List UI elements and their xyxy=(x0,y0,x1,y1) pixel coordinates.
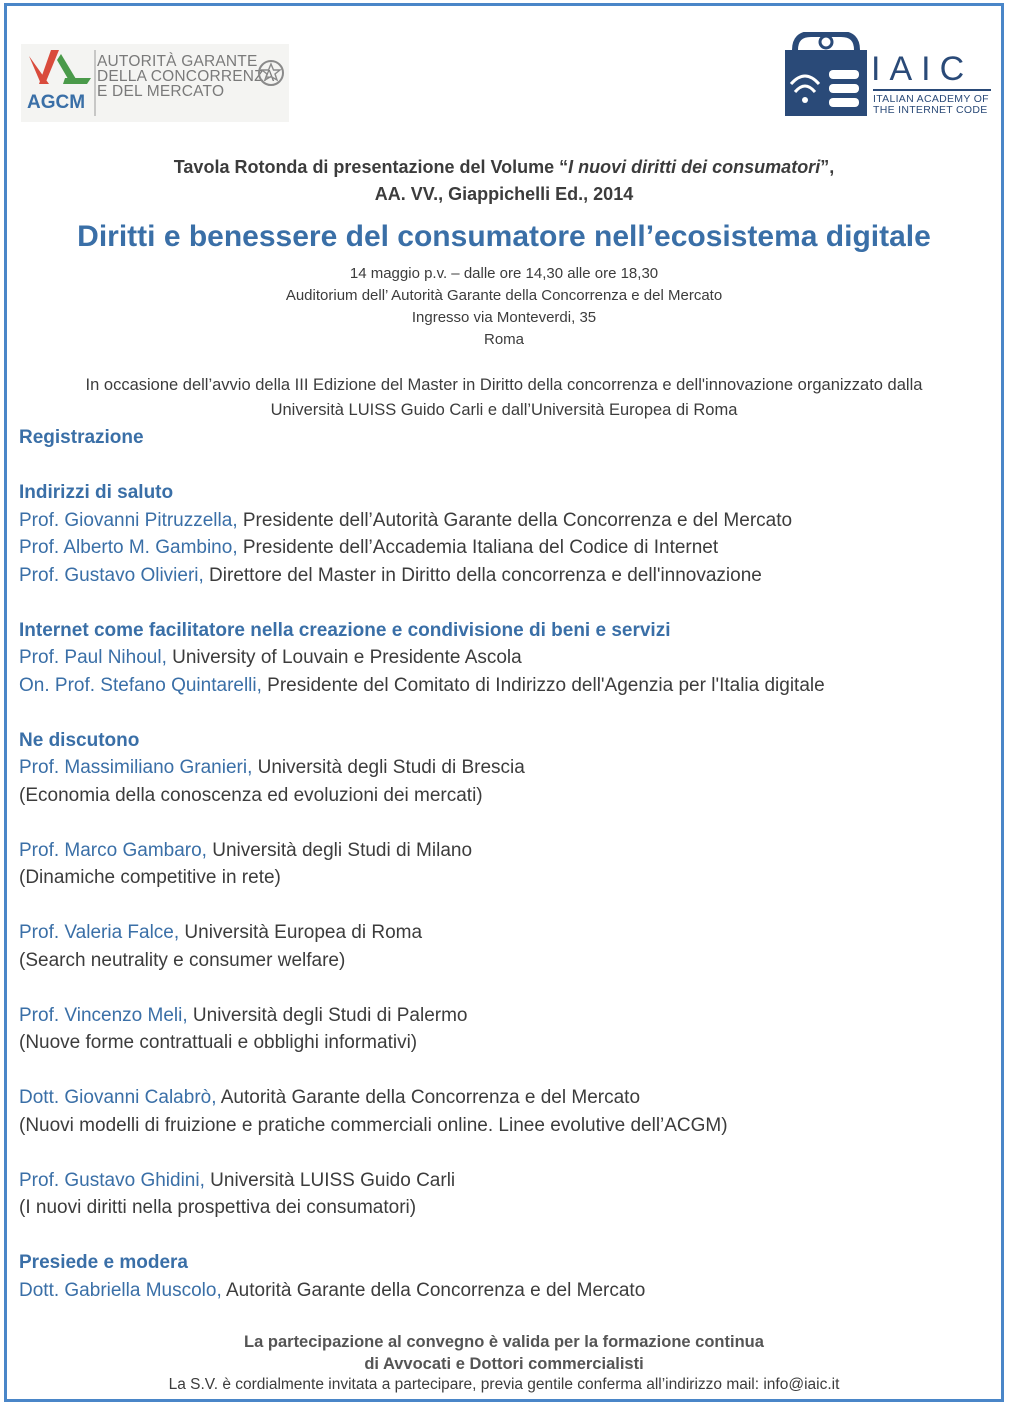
iaic-badge-icon xyxy=(785,32,867,116)
speaker-row: Prof. Gustavo Ghidini, Università LUISS Guido Carli xyxy=(19,1169,456,1191)
speaker-topic: (Nuove forme contrattuali e obblighi informativi) xyxy=(19,1032,418,1053)
invitation-note: La S.V. è cordialmente invitata a partecipare, previa gentile conferma all’indirizzo mail: info@iaic.it xyxy=(168,1376,840,1393)
speaker-row: Prof. Valeria Falce, Università Europea di Roma xyxy=(19,922,423,943)
italian-republic-emblem-icon xyxy=(257,58,285,88)
volume-title: I nuovi diritti dei consumatori xyxy=(568,157,821,177)
event-city: Roma xyxy=(483,331,524,348)
speaker-row: Prof. Vincenzo Meli, Università degli Studi di Palermo xyxy=(19,1004,468,1026)
speaker-row: Dott. Giovanni Calabrò, Autorità Garante della Concorrenza e del Mercato xyxy=(19,1087,641,1108)
saluto-heading: Indirizzi di saluto xyxy=(19,482,174,503)
speaker-row: On. Prof. Stefano Quintarelli, Presidente del Comitato di Indirizzo dell'Agenzia per l'Italia digitale xyxy=(19,674,825,696)
speaker-row: Prof. Paul Nihoul, University of Louvain e Presidente Ascola xyxy=(19,647,522,668)
speaker-topic: (Economia della conoscenza ed evoluzioni dei mercati) xyxy=(19,784,483,806)
flyer-page xyxy=(4,3,1004,1402)
speaker-topic: (Nuovi modelli di fruizione e pratiche commerciali online. Linee evolutive dell’ACGM) xyxy=(19,1114,728,1136)
page-title: Diritti e benessere del consumatore nell’ecosistema digitale xyxy=(77,220,931,253)
event-info xyxy=(7,263,1001,351)
internet-heading: Internet come facilitatore nella creazione e condivisione di beni e servizi xyxy=(19,619,671,641)
speaker-row: Prof. Massimiliano Granieri, Università degli Studi di Brescia xyxy=(19,757,525,778)
speaker-row: Prof. Alberto M. Gambino, Presidente dell’Accademia Italiana del Codice di Internet xyxy=(19,537,719,558)
speaker-topic: (Search neutrality e consumer welfare) xyxy=(19,949,346,971)
discutono-heading: Ne discutono xyxy=(19,729,140,751)
iaic-logo xyxy=(785,32,995,120)
registrazione-heading: Registrazione xyxy=(19,427,144,448)
agcm-logo-text: AUTORITÀ GARANTE DELLA CONCORRENZA E DEL MERCATO xyxy=(97,53,275,100)
event-date: 14 maggio p.v. – dalle ore 14,30 alle ore 18,30 xyxy=(349,265,659,282)
event-address: Ingresso via Monteverdi, 35 xyxy=(411,309,597,326)
event-venue: Auditorium dell’ Autorità Garante della Concorrenza e del Mercato xyxy=(285,287,723,304)
program xyxy=(19,424,994,1304)
speaker-topic: (Dinamiche competitive in rete) xyxy=(19,867,281,888)
agcm-emblem-icon xyxy=(21,44,97,122)
training-credit-note: La partecipazione al convegno è valida per la formazione continua di Avvocati e Dottori commercialisti xyxy=(244,1333,764,1373)
iaic-name: IAIC xyxy=(871,50,974,88)
iaic-subtitle: ITALIAN ACADEMY OF THE INTERNET CODE xyxy=(873,93,989,116)
speaker-row: Prof. Giovanni Pitruzzella, Presidente dell’Autorità Garante della Concorrenza e del Mercato xyxy=(19,509,793,531)
agcm-logo xyxy=(21,44,289,122)
speaker-row: Dott. Gabriella Muscolo, Autorità Garante della Concorrenza e del Mercato xyxy=(19,1279,646,1301)
speaker-row: Prof. Gustavo Olivieri, Direttore del Master in Diritto della concorrenza e dell'innovazione xyxy=(19,564,762,586)
svg-text:AGCM: AGCM xyxy=(27,92,86,113)
speaker-topic: (I nuovi diritti nella prospettiva dei consumatori) xyxy=(19,1197,417,1218)
event-intro: In occasione dell’avvio della III Edizione del Master in Diritto della concorrenza e dell'innovazione organizzato dalla Università LUISS Guido Carli e dall’Università Europea di Roma xyxy=(85,376,923,419)
speaker-row: Prof. Marco Gambaro, Università degli Studi di Milano xyxy=(19,839,473,861)
volume-presentation: Tavola Rotonda di presentazione del Volume “I nuovi diritti dei consumatori”, AA. VV., Giappichelli Ed., 2014 xyxy=(173,157,835,204)
iaic-rule xyxy=(873,89,991,91)
presiede-heading: Presiede e modera xyxy=(19,1252,188,1273)
